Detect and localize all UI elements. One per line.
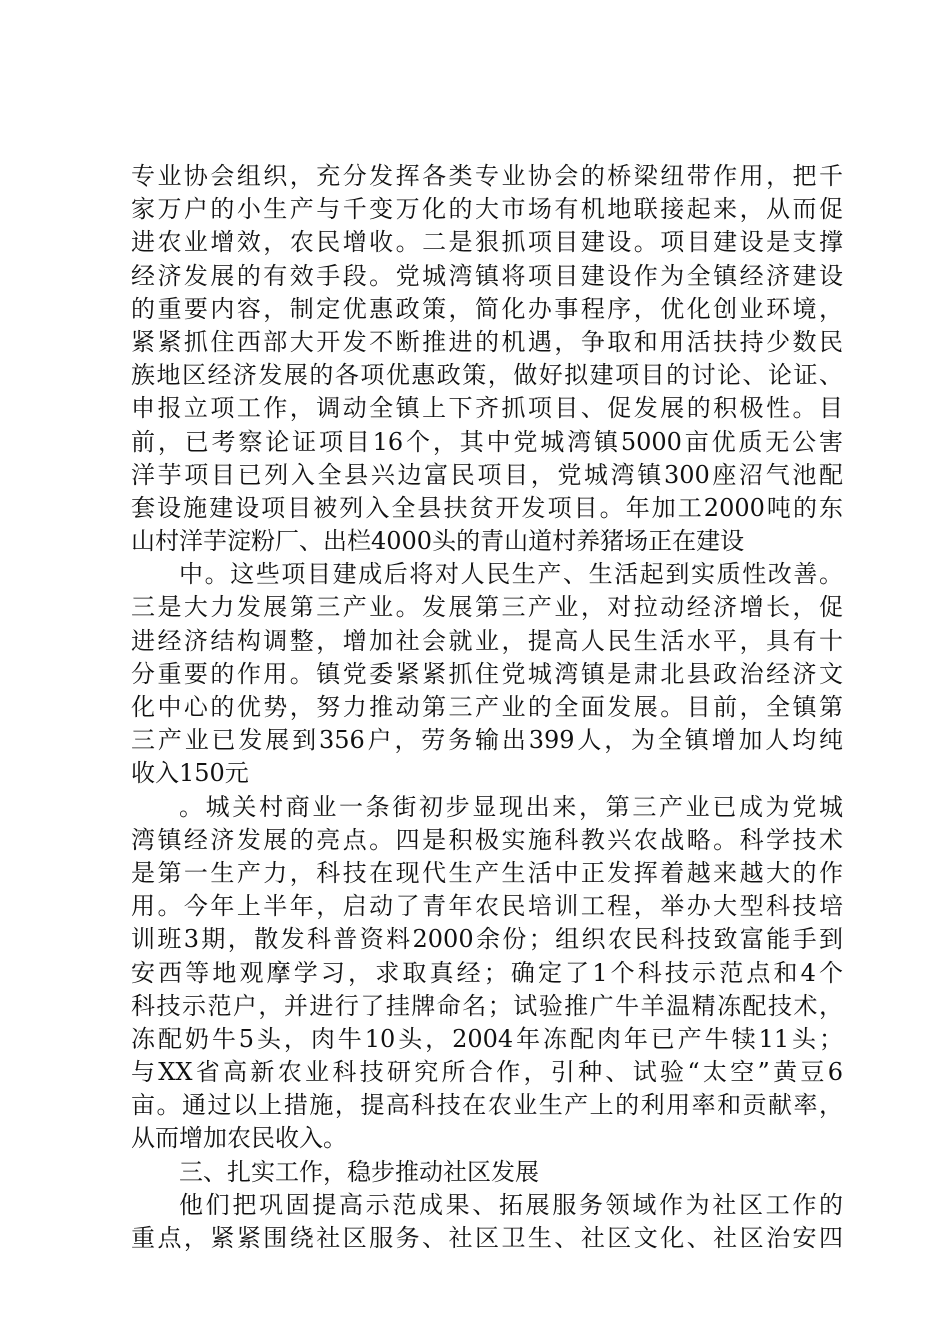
text-line: 三是大力发展第三产业。发展第三产业，对拉动经济增长，促 [131, 593, 843, 622]
body-text [131, 160, 843, 1255]
text-line: 用。今年上半年，启动了青年农民培训工程，举办大型科技培 [131, 892, 843, 921]
text-line: 他们把巩固提高示范成果、拓展服务领域作为社区工作的 [179, 1190, 843, 1219]
text-line: 化中心的优势，努力推动第三产业的全面发展。目前，全镇第 [131, 693, 843, 721]
text-line: 经济发展的有效手段。党城湾镇将项目建设作为全镇经济建设 [131, 261, 843, 290]
text-line: 的重要内容，制定优惠政策，简化办事程序，优化创业环境， [131, 294, 843, 323]
text-line: 分重要的作用。镇党委紧紧抓住党城湾镇是肃北县政治经济文 [131, 659, 843, 688]
text-line: 亩。通过以上措施，提高科技在农业生产上的利用率和贡献率， [131, 1091, 843, 1120]
text-line: 重点，紧紧围绕社区服务、社区卫生、社区文化、社区治安四 [131, 1224, 843, 1252]
text-line: 紧紧抓住西部大开发不断推进的机遇，争取和用活扶持少数民 [131, 327, 843, 356]
text-line: 进经济结构调整，增加社会就业，提高人民生活水平，具有十 [131, 626, 843, 655]
text-line: 与XX省高新农业科技研究所合作，引种、试验“太空”黄豆6 [131, 1058, 843, 1087]
text-line: 族地区经济发展的各项优惠政策，做好拟建项目的讨论、论证、 [131, 361, 843, 390]
text-line: 进农业增效，农民增收。二是狠抓项目建设。项目建设是支撑 [131, 228, 843, 257]
text-line: 湾镇经济发展的亮点。四是积极实施科教兴农战略。科学技术 [131, 825, 843, 854]
text-line: 山村洋芋淀粉厂、出栏4000头的青山道村养猪场正在建设 [131, 527, 745, 556]
text-line: 科技示范户，并进行了挂牌命名；试验推广牛羊温精冻配技术， [131, 991, 843, 1020]
text-line: 申报立项工作，调动全镇上下齐抓项目、促发展的积极性。目 [131, 394, 843, 423]
text-line: 套设施建设项目被列入全县扶贫开发项目。年加工2000吨的东 [131, 493, 843, 522]
text-line: 前，已考察论证项目16个，其中党城湾镇5000亩优质无公害 [131, 427, 843, 456]
section-heading: 三、扎实工作，稳步推动社区发展 [179, 1157, 539, 1186]
text-line: 。城关村商业一条街初步显现出来，第三产业已成为党城 [179, 792, 843, 821]
text-line: 中。这些项目建成后将对人民生产、生活起到实质性改善。 [179, 560, 843, 589]
text-line: 家万户的小生产与千变万化的大市场有机地联接起来，从而促 [131, 195, 843, 224]
text-line: 三产业已发展到356户，劳务输出399人，为全镇增加人均纯 [131, 726, 843, 755]
text-line: 训班3期，散发科普资料2000余份；组织农民科技致富能手到 [131, 925, 843, 954]
text-line: 洋芋项目已列入全县兴边富民项目，党城湾镇300座沼气池配 [131, 460, 843, 489]
text-line: 从而增加农民收入。 [131, 1124, 347, 1153]
text-line: 冻配奶牛5头，肉牛10头，2004年冻配肉年已产牛犊11头； [131, 1024, 843, 1053]
text-line: 安西等地观摩学习，求取真经；确定了1个科技示范点和4个 [131, 958, 843, 987]
text-line: 专业协会组织，充分发挥各类专业协会的桥梁纽带作用，把千 [131, 162, 843, 190]
text-line: 收入150元 [131, 759, 249, 788]
text-line: 是第一生产力，科技在现代生产生活中正发挥着越来越大的作 [131, 858, 843, 887]
